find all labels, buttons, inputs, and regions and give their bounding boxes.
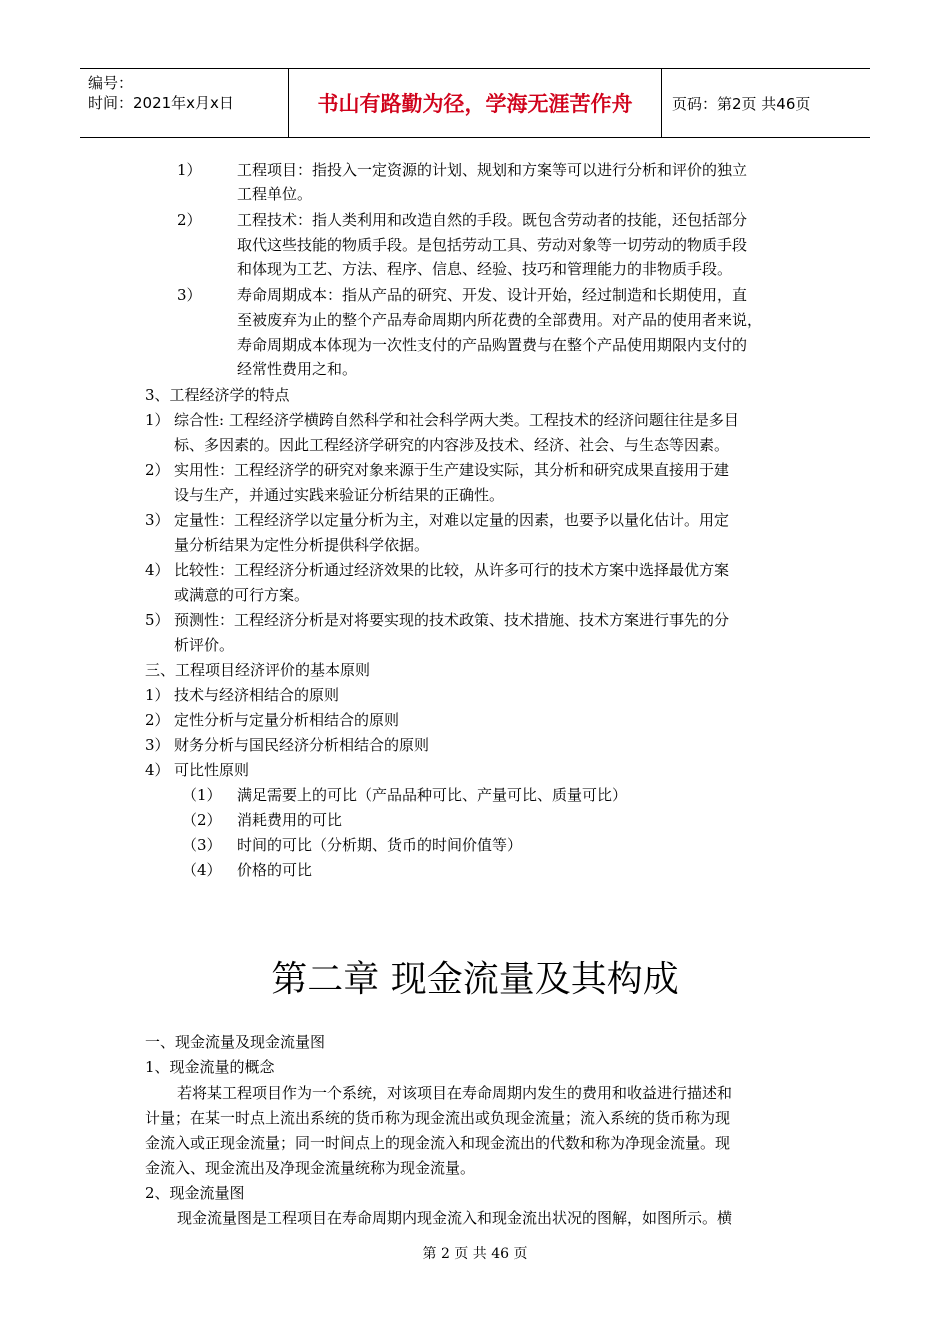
comparability-text: 满足需要上的可比（产品品种可比、产量可比、质量可比） bbox=[237, 786, 628, 804]
principle-number: 3） bbox=[145, 736, 170, 754]
principle-number: 2） bbox=[145, 711, 170, 729]
comparability-text: 价格的可比 bbox=[237, 861, 313, 879]
page-info: 页码：第2页 共46页 bbox=[672, 94, 811, 113]
def-number: 2） bbox=[177, 211, 202, 229]
feature-line: 综合性: 工程经济学横跨自然科学和社会科学两大类。工程技术的经济问题往往是多目 bbox=[174, 411, 739, 429]
subsection-heading: 2、现金流量图 bbox=[145, 1184, 245, 1202]
principle-text: 定性分析与定量分析相结合的原则 bbox=[174, 711, 400, 729]
principle-text: 技术与经济相结合的原则 bbox=[174, 686, 340, 704]
feature-number: 2） bbox=[145, 461, 170, 479]
section-heading: 三、工程项目经济评价的基本原则 bbox=[145, 661, 371, 679]
feature-line: 量分析结果为定性分析提供科学依据。 bbox=[174, 536, 430, 554]
principle-text: 可比性原则 bbox=[174, 761, 250, 779]
paragraph-line: 若将某工程项目作为一个系统，对该项目在寿命周期内发生的费用和收益进行描述和 bbox=[177, 1084, 733, 1102]
def-line: 取代这些技能的物质手段。是包括劳动工具、劳动对象等一切劳动的物质手段 bbox=[237, 236, 748, 254]
feature-line: 或满意的可行方案。 bbox=[174, 586, 310, 604]
motto: 书山有路勤为径，学海无涯苦作舟 bbox=[288, 69, 662, 137]
paragraph-line: 计量；在某一时点上流出系统的货币称为现金流出或负现金流量；流入系统的货币称为现 bbox=[145, 1109, 731, 1127]
header-meta bbox=[80, 69, 288, 137]
def-line: 工程技术：指人类利用和改造自然的手段。既包含劳动者的技能，还包括部分 bbox=[237, 211, 748, 229]
principle-text: 财务分析与国民经济分析相结合的原则 bbox=[174, 736, 430, 754]
chapter-title: 第二章 现金流量及其构成 bbox=[271, 959, 679, 1000]
def-line: 工程单位。 bbox=[237, 185, 313, 203]
feature-line: 定量性：工程经济学以定量分析为主，对难以定量的因素，也要予以量化估计。用定 bbox=[174, 511, 730, 529]
paragraph-line: 金流入或正现金流量；同一时间点上的现金流入和现金流出的代数和称为净现金流量。现 bbox=[145, 1134, 731, 1152]
paragraph-line: 现金流量图是工程项目在寿命周期内现金流入和现金流出状况的图解，如图所示。横 bbox=[177, 1209, 733, 1227]
def-line: 经常性费用之和。 bbox=[237, 360, 358, 378]
feature-line: 析评价。 bbox=[174, 636, 235, 654]
id-label: 编号： bbox=[88, 74, 134, 92]
page-footer: 第 2 页 共 46 页 bbox=[422, 1246, 528, 1262]
comparability-number: （1） bbox=[182, 786, 222, 804]
def-number: 3） bbox=[177, 286, 202, 304]
comparability-text: 消耗费用的可比 bbox=[237, 811, 343, 829]
def-line: 至被废弃为止的整个产品寿命周期内所花费的全部费用。对产品的使用者来说， bbox=[237, 311, 763, 329]
section-heading: 一、现金流量及现金流量图 bbox=[145, 1033, 326, 1051]
feature-number: 1） bbox=[145, 411, 170, 429]
date-label: 时间：2021年x月x日 bbox=[88, 94, 234, 112]
feature-number: 5） bbox=[145, 611, 170, 629]
section-heading: 3、工程经济学的特点 bbox=[145, 386, 290, 404]
feature-line: 设与生产，并通过实践来验证分析结果的正确性。 bbox=[174, 486, 505, 504]
def-number: 1） bbox=[177, 161, 202, 179]
feature-line: 比较性：工程经济分析通过经济效果的比较，从许多可行的技术方案中选择最优方案 bbox=[174, 561, 730, 579]
comparability-number: （4） bbox=[182, 861, 222, 879]
feature-line: 预测性：工程经济分析是对将要实现的技术政策、技术措施、技术方案进行事先的分 bbox=[174, 611, 730, 629]
comparability-number: （3） bbox=[182, 836, 222, 854]
comparability-number: （2） bbox=[182, 811, 222, 829]
principle-number: 4） bbox=[145, 761, 170, 779]
principle-number: 1） bbox=[145, 686, 170, 704]
feature-number: 3） bbox=[145, 511, 170, 529]
def-line: 和体现为工艺、方法、程序、信息、经验、技巧和管理能力的非物质手段。 bbox=[237, 260, 733, 278]
feature-line: 实用性：工程经济学的研究对象来源于生产建设实际，其分析和研究成果直接用于建 bbox=[174, 461, 730, 479]
paragraph-line: 金流入、现金流出及净现金流量统称为现金流量。 bbox=[145, 1159, 476, 1177]
header-table bbox=[80, 68, 870, 138]
def-line: 工程项目：指投入一定资源的计划、规划和方案等可以进行分析和评价的独立 bbox=[237, 161, 748, 179]
def-line: 寿命周期成本体现为一次性支付的产品购置费与在整个产品使用期限内支付的 bbox=[237, 336, 748, 354]
subsection-heading: 1、现金流量的概念 bbox=[145, 1058, 275, 1076]
feature-number: 4） bbox=[145, 561, 170, 579]
def-line: 寿命周期成本：指从产品的研究、开发、设计开始，经过制造和长期使用，直 bbox=[237, 286, 748, 304]
feature-line: 标、多因素的。因此工程经济学研究的内容涉及技术、经济、社会、与生态等因素。 bbox=[174, 436, 730, 454]
comparability-text: 时间的可比（分析期、货币的时间价值等） bbox=[237, 836, 523, 854]
